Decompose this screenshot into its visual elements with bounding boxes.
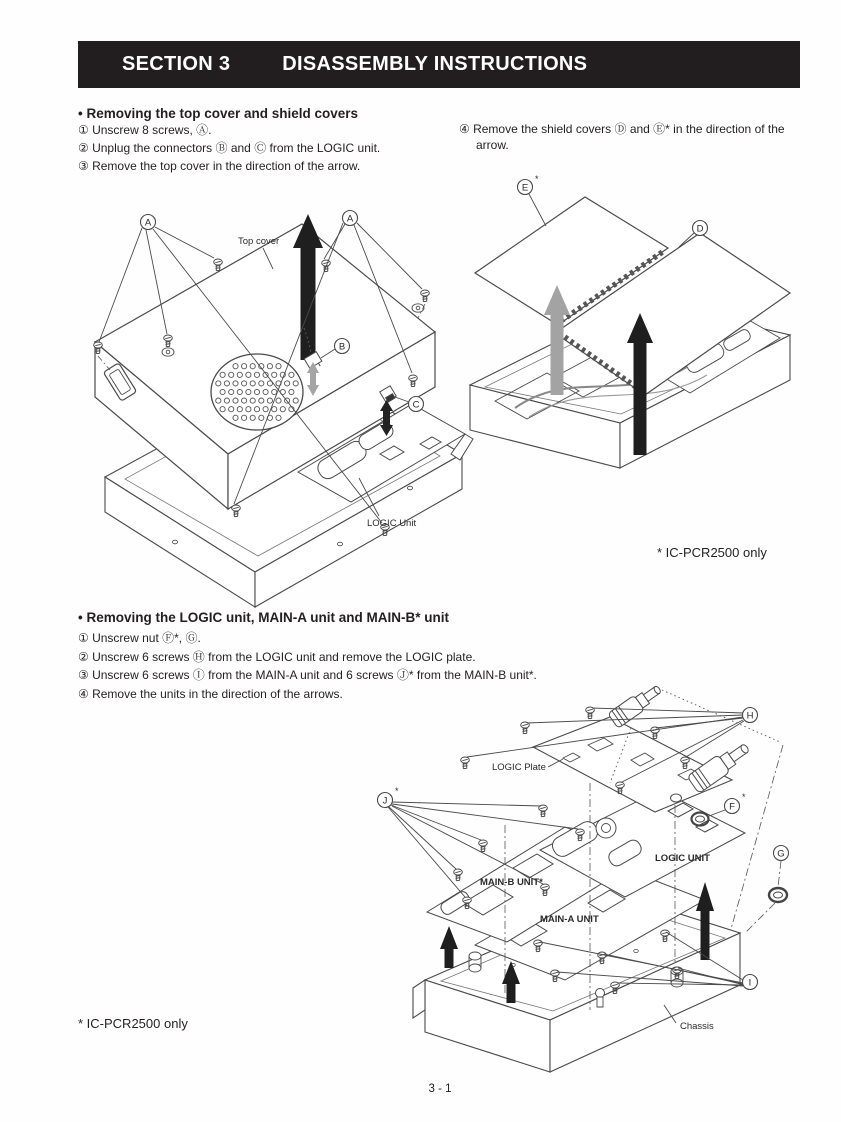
logic-unit-label: LOGIC Unit [367,518,417,529]
instruction-step: ② Unscrew 6 screws Ⓗ from the LOGIC unit and remove the LOGIC plate. [78,649,476,664]
footnote-star: * [395,786,399,796]
cover-label-d [693,221,708,236]
screw-label-i [743,975,758,990]
svg-text:E: E [521,182,529,194]
heading-units: • Removing the LOGIC unit, MAIN-A unit and MAIN-B* unit [78,610,449,625]
chassis-label: Chassis [680,1021,714,1032]
svg-text:G: G [777,848,785,860]
svg-text:D: D [696,223,704,235]
nut-label-g [774,846,789,861]
svg-text:B: B [338,341,346,353]
instruction-step: ④ Remove the shield covers Ⓓ and Ⓔ* in the direction of the arrow. [459,122,785,152]
svg-text:H: H [746,710,754,722]
diagram-units-removal [363,663,803,1077]
page-number: 3 - 1 [428,1083,452,1095]
page-title: DISASSEMBLY INSTRUCTIONS [282,53,588,75]
steps-top-cover-right [459,122,797,153]
footnote-pcr2500-right: * IC-PCR2500 only [657,545,767,560]
heading-top-cover: • Removing the top cover and shield covers [78,106,359,121]
footnote-pcr2500-left: * IC-PCR2500 only [78,1016,188,1031]
top-cover-label: Top cover [238,236,280,247]
footnote-star: * [535,174,539,184]
section-header-bar [78,41,800,88]
logic-unit-label: LOGIC UNIT [655,853,710,864]
screw-label-h [743,708,758,723]
main-a-unit-label: MAIN-A UNIT [540,914,599,925]
diagram-shield-covers [455,173,800,475]
instruction-step: ① Unscrew nut Ⓕ*, Ⓖ. [78,631,201,645]
instruction-step: ② Unplug the connectors Ⓑ and Ⓒ from the LOGIC unit. [78,141,381,155]
nut-g-ring [769,888,787,902]
main-b-unit-label: MAIN-B UNIT* [480,877,543,888]
instruction-step: ③ Unscrew 6 screws Ⓘ from the MAIN-A unit and 6 screws Ⓙ* from the MAIN-B unit*. [78,668,537,682]
cover-label-e [518,174,540,195]
screw-label-a-right [343,211,358,226]
screw-label-a-left [141,215,156,230]
section-number: SECTION 3 [122,53,231,75]
svg-text:A: A [346,213,354,225]
svg-text:F: F [729,801,735,813]
svg-text:J: J [382,795,388,807]
instruction-step: ④ Remove the units in the direction of the arrows. [78,686,343,701]
instruction-step: ③ Remove the top cover in the direction of the arrow. [78,159,361,173]
nut-label-f [725,792,747,814]
antenna-connector-1 [608,681,665,728]
logic-plate [533,717,732,812]
connector-label-b [335,339,350,354]
svg-text:A: A [144,217,152,229]
connector-label-c [409,397,424,412]
diagram-top-cover-removal [80,192,470,612]
svg-text:I: I [748,977,752,989]
footnote-star: * [742,792,746,802]
instruction-step: ① Unscrew 8 screws, Ⓐ. [78,123,212,137]
svg-text:C: C [412,399,420,411]
logic-plate-label: LOGIC Plate [492,762,546,773]
washer [671,794,682,802]
steps-top-cover-left [78,121,453,175]
